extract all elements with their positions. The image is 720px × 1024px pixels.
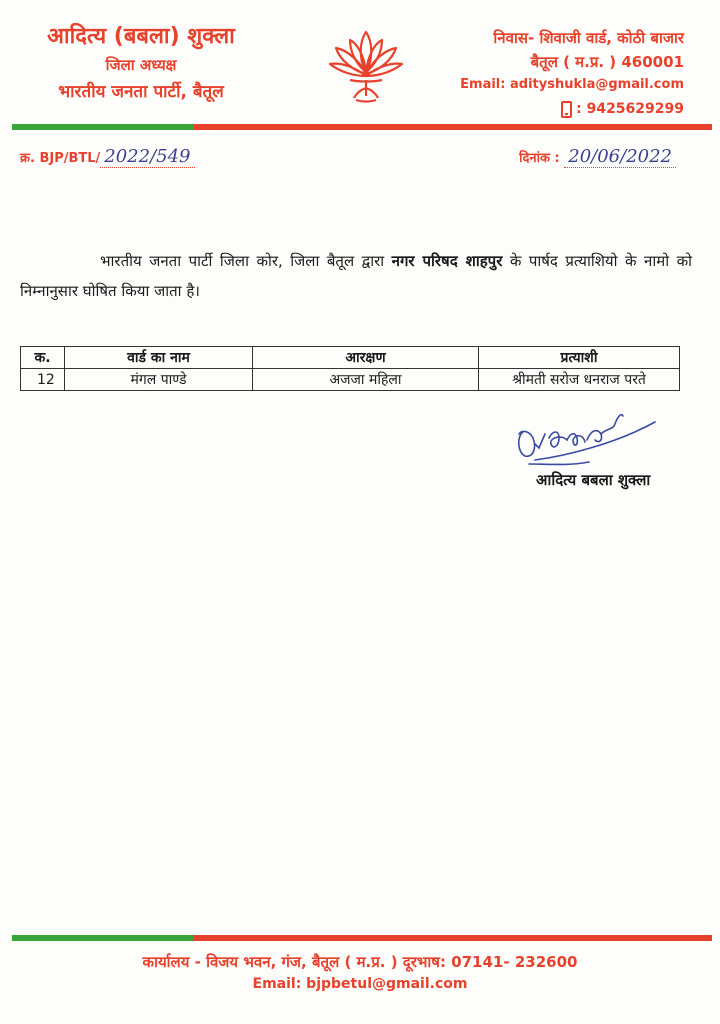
column-header: आरक्षण bbox=[253, 347, 479, 369]
reference-label: क्र. BJP/BTL/ bbox=[20, 151, 101, 166]
contact-block bbox=[424, 26, 684, 122]
sender-block bbox=[26, 22, 256, 106]
date-value: 20/06/2022 bbox=[564, 146, 676, 168]
column-header: वार्ड का नाम bbox=[65, 347, 253, 369]
table-row bbox=[21, 369, 680, 391]
city-pin: बैतूल ( म.प्र. ) 460001 bbox=[530, 53, 684, 71]
office-address: कार्यालय - विजय भवन, गंज, बैतूल ( म.प्र. ) दूरभाष: 07141- 232600 bbox=[142, 953, 578, 971]
announcement-text bbox=[20, 246, 692, 306]
table-cell: मंगल पाण्डे bbox=[65, 369, 253, 391]
sender-email: Email: adityshukla@gmail.com bbox=[460, 77, 684, 92]
office-email: Email: bjpbetul@gmail.com bbox=[252, 976, 468, 992]
table-cell: श्रीमती सरोज धनराज परते bbox=[479, 369, 680, 391]
phone-icon bbox=[561, 101, 572, 118]
reference-number bbox=[20, 146, 195, 167]
date-line bbox=[519, 146, 676, 167]
phone-line bbox=[424, 96, 684, 122]
header-divider bbox=[12, 124, 712, 130]
column-header: क. bbox=[21, 347, 65, 369]
body-text-start: भारतीय जनता पार्टी जिला कोर, जिला बैतूल द्वारा bbox=[100, 252, 392, 270]
table-header-row bbox=[21, 347, 680, 369]
party-name: भारतीय जनता पार्टी, बैतूल bbox=[58, 82, 224, 102]
signatory-name: आदित्य बबला शुक्ला bbox=[536, 471, 651, 489]
lotus-icon bbox=[326, 24, 406, 106]
date-label: दिनांक : bbox=[519, 151, 560, 166]
body-bold-text: नगर परिषद शाहपुर bbox=[391, 252, 503, 270]
table-cell: 12 bbox=[21, 369, 65, 391]
sender-role: जिला अध्यक्ष bbox=[105, 56, 177, 74]
column-header: प्रत्याशी bbox=[479, 347, 680, 369]
residence-address: निवास- शिवाजी वार्ड, कोठी बाजार bbox=[493, 29, 684, 47]
sender-name: आदित्य (बबला) शुक्ला bbox=[47, 24, 235, 49]
reference-value: 2022/549 bbox=[100, 146, 194, 168]
footer-divider bbox=[12, 935, 712, 941]
phone-number: : 9425629299 bbox=[576, 101, 684, 117]
ward-candidates-table bbox=[20, 346, 680, 391]
table-cell: अजजा महिला bbox=[253, 369, 479, 391]
body-text-end: के पार्षद प्रत्याशियो के नामो को निम्नानुसार घोषित किया जाता है। bbox=[20, 252, 692, 300]
